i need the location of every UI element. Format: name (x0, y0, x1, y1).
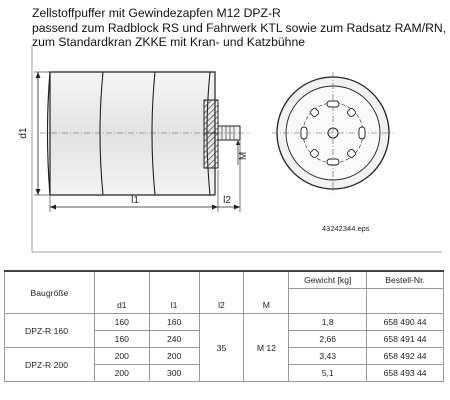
cell-gewicht: 2,66 (289, 331, 367, 348)
cell-m: M 12 (244, 314, 289, 382)
header-gewicht: Gewicht [kg] (289, 271, 367, 289)
label-d1: d1 (18, 127, 29, 139)
cell-bestell: 658 492 44 (367, 348, 444, 365)
dimension-d1 (18, 72, 50, 195)
cell-gewicht: 1,8 (289, 314, 367, 331)
cell-l1: 240 (149, 331, 199, 348)
cell-l1: 160 (149, 314, 199, 331)
cell-l1: 200 (149, 348, 199, 365)
label-l2: l2 (223, 195, 231, 206)
cell-d1: 160 (94, 331, 149, 348)
cell-gewicht: 5,1 (289, 365, 367, 382)
header-baugroesse: Baugröße (5, 271, 95, 314)
header-l2: l2 (199, 271, 244, 314)
product-table (4, 270, 444, 382)
header-bestell-blank (367, 289, 444, 314)
caption-line-1: Zellstoffpuffer mit Gewindezapfen M12 DPZ-R (32, 6, 281, 20)
header-l1: l1 (149, 271, 199, 314)
caption-line-3: zum Standardkran ZKKE mit Kran- und Katzbühne (32, 35, 306, 49)
dimension-m (236, 140, 249, 165)
header-gewicht-blank (289, 289, 367, 314)
cell-d1: 200 (94, 365, 149, 382)
buffer-side-view (40, 72, 250, 195)
group-label: DPZ-R 200 (5, 348, 95, 382)
table-row (5, 314, 444, 331)
table-header-row-1 (5, 271, 444, 289)
cell-bestell: 658 493 44 (367, 365, 444, 382)
label-m: M (238, 151, 249, 161)
header-d1: d1 (94, 271, 149, 314)
dimension-l2 (218, 141, 240, 212)
cell-d1: 160 (94, 314, 149, 331)
buffer-front-view (272, 72, 394, 194)
figure-reference: 43242344.eps (322, 224, 370, 233)
caption-line-2: passend zum Radblock RS und Fahrwerk KTL sowie zum Radsatz RAM/RN, (32, 20, 447, 35)
header-m: M (244, 271, 289, 314)
cell-l1: 300 (149, 365, 199, 382)
cell-d1: 200 (94, 348, 149, 365)
header-bestell: Bestell-Nr. (367, 271, 444, 289)
cell-gewicht: 3,43 (289, 348, 367, 365)
group-label: DPZ-R 160 (5, 314, 95, 348)
cell-l2: 35 (199, 314, 244, 382)
cell-bestell: 658 490 44 (367, 314, 444, 331)
cell-bestell: 658 491 44 (367, 331, 444, 348)
label-l1: l1 (131, 195, 139, 206)
